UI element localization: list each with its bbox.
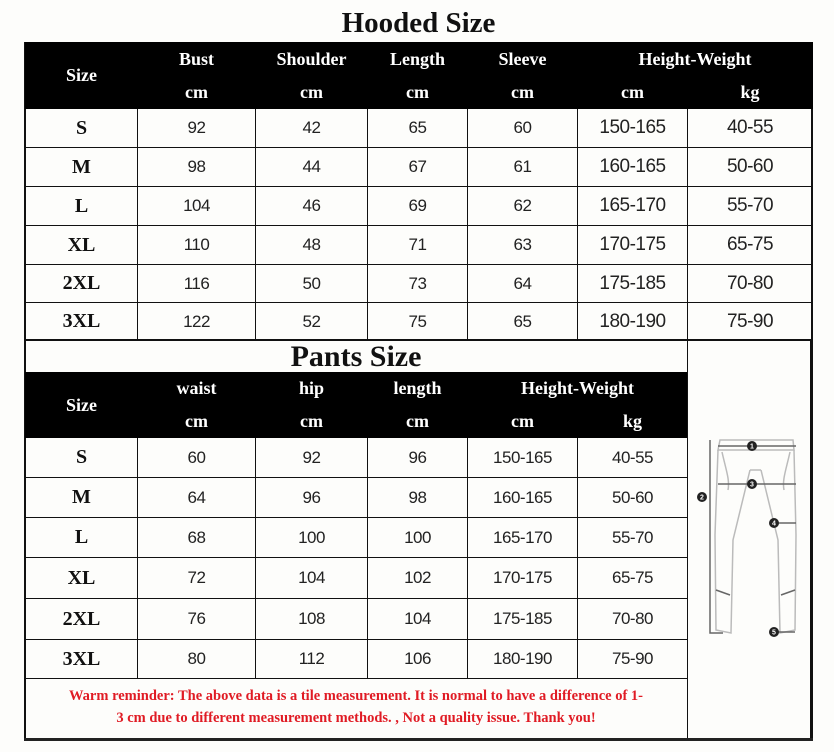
- header-size: Size: [26, 43, 138, 109]
- header-hip: hip: [256, 373, 368, 405]
- height-cell: 165-170: [468, 518, 578, 558]
- header-bust: Bust: [138, 43, 256, 76]
- table-row: [26, 599, 688, 640]
- sleeve-cell: 61: [468, 148, 578, 187]
- waist-cell: 76: [138, 599, 256, 640]
- waist-cell: 60: [138, 438, 256, 478]
- weight-cell: 65-75: [688, 226, 813, 265]
- hip-cell: 96: [256, 478, 368, 518]
- unit-cm: cm: [368, 76, 468, 109]
- table-row: [26, 518, 688, 558]
- height-cell: 150-165: [468, 438, 578, 478]
- bust-cell: 104: [138, 187, 256, 226]
- weight-cell: 50-60: [578, 478, 688, 518]
- header-shoulder: Shoulder: [256, 43, 368, 76]
- length-cell: 71: [368, 226, 468, 265]
- weight-cell: 75-90: [688, 303, 813, 341]
- svg-text:3: 3: [750, 481, 754, 489]
- sleeve-cell: 65: [468, 303, 578, 341]
- length-cell: 104: [368, 599, 468, 640]
- header-sleeve: Sleeve: [468, 43, 578, 76]
- table-row: [26, 148, 813, 187]
- length-cell: 102: [368, 558, 468, 599]
- header-size: Size: [26, 373, 138, 438]
- unit-row: [26, 76, 813, 109]
- pants-size-table: [25, 372, 688, 679]
- weight-cell: 55-70: [688, 187, 813, 226]
- unit-cm: cm: [138, 76, 256, 109]
- hip-cell: 108: [256, 599, 368, 640]
- hip-cell: 92: [256, 438, 368, 478]
- unit-cm: cm: [578, 76, 688, 109]
- length-cell: 98: [368, 478, 468, 518]
- bottom-border: [24, 738, 813, 741]
- shoulder-cell: 50: [256, 265, 368, 303]
- height-cell: 150-165: [578, 109, 688, 148]
- sleeve-cell: 60: [468, 109, 578, 148]
- shoulder-cell: 46: [256, 187, 368, 226]
- height-cell: 170-175: [578, 226, 688, 265]
- size-cell: L: [26, 518, 138, 558]
- weight-cell: 70-80: [688, 265, 813, 303]
- size-cell: S: [26, 438, 138, 478]
- svg-text:1: 1: [750, 443, 754, 451]
- table-row: [26, 265, 813, 303]
- pants-diagram-icon: [688, 340, 813, 740]
- weight-cell: 40-55: [688, 109, 813, 148]
- svg-text:5: 5: [772, 629, 776, 637]
- header-row: [26, 373, 688, 405]
- hooded-size-table: [25, 42, 813, 341]
- size-cell: 3XL: [26, 640, 138, 679]
- shoulder-cell: 44: [256, 148, 368, 187]
- header-row: [26, 43, 813, 76]
- weight-cell: 40-55: [578, 438, 688, 478]
- weight-cell: 70-80: [578, 599, 688, 640]
- header-length: Length: [368, 43, 468, 76]
- shoulder-cell: 42: [256, 109, 368, 148]
- header-height-weight: Height-Weight: [468, 373, 688, 405]
- length-cell: 69: [368, 187, 468, 226]
- shoulder-cell: 52: [256, 303, 368, 341]
- height-cell: 180-190: [468, 640, 578, 679]
- bust-cell: 110: [138, 226, 256, 265]
- size-cell: L: [26, 187, 138, 226]
- size-cell: XL: [26, 226, 138, 265]
- size-cell: 2XL: [26, 265, 138, 303]
- length-cell: 73: [368, 265, 468, 303]
- warm-reminder-note: [25, 678, 687, 738]
- height-cell: 175-185: [468, 599, 578, 640]
- unit-cm: cm: [368, 405, 468, 438]
- waist-cell: 80: [138, 640, 256, 679]
- table-row: [26, 438, 688, 478]
- sleeve-cell: 63: [468, 226, 578, 265]
- header-length: length: [368, 373, 468, 405]
- length-cell: 75: [368, 303, 468, 341]
- reminder-line-1: Warm reminder: The above data is a tile measurement. It is normal to have a difference of 1-: [68, 688, 643, 704]
- height-cell: 160-165: [578, 148, 688, 187]
- height-cell: 180-190: [578, 303, 688, 341]
- sleeve-cell: 64: [468, 265, 578, 303]
- table-row: [26, 640, 688, 679]
- weight-cell: 75-90: [578, 640, 688, 679]
- waist-cell: 64: [138, 478, 256, 518]
- size-cell: S: [26, 109, 138, 148]
- header-height-weight: Height-Weight: [578, 43, 813, 76]
- bust-cell: 92: [138, 109, 256, 148]
- hip-cell: 104: [256, 558, 368, 599]
- table-row: [26, 226, 813, 265]
- unit-cm: cm: [256, 76, 368, 109]
- svg-text:2: 2: [700, 494, 704, 502]
- waist-cell: 68: [138, 518, 256, 558]
- unit-cm: cm: [468, 405, 578, 438]
- size-cell: M: [26, 148, 138, 187]
- unit-kg: kg: [688, 76, 813, 109]
- height-cell: 165-170: [578, 187, 688, 226]
- pants-size-title: Pants Size: [290, 340, 422, 373]
- length-cell: 100: [368, 518, 468, 558]
- weight-cell: 65-75: [578, 558, 688, 599]
- table-row: [26, 109, 813, 148]
- pants-diagram-box: [687, 340, 812, 740]
- hip-cell: 100: [256, 518, 368, 558]
- sleeve-cell: 62: [468, 187, 578, 226]
- table-row: [26, 187, 813, 226]
- bust-cell: 98: [138, 148, 256, 187]
- table-row: [26, 478, 688, 518]
- length-cell: 65: [368, 109, 468, 148]
- table-row: [26, 303, 813, 341]
- reminder-line-2: 3 cm due to different measurement methods. , Not a quality issue. Thank you!: [116, 710, 596, 726]
- size-cell: 2XL: [26, 599, 138, 640]
- weight-cell: 50-60: [688, 148, 813, 187]
- svg-text:4: 4: [772, 520, 776, 528]
- unit-cm: cm: [468, 76, 578, 109]
- height-cell: 160-165: [468, 478, 578, 518]
- length-cell: 96: [368, 438, 468, 478]
- hip-cell: 112: [256, 640, 368, 679]
- hooded-size-title: Hooded Size: [341, 7, 496, 39]
- bust-cell: 122: [138, 303, 256, 341]
- bust-cell: 116: [138, 265, 256, 303]
- size-cell: XL: [26, 558, 138, 599]
- shoulder-cell: 48: [256, 226, 368, 265]
- length-cell: 106: [368, 640, 468, 679]
- size-cell: 3XL: [26, 303, 138, 341]
- unit-kg: kg: [578, 405, 688, 438]
- weight-cell: 55-70: [578, 518, 688, 558]
- height-cell: 175-185: [578, 265, 688, 303]
- unit-cm: cm: [138, 405, 256, 438]
- unit-cm: cm: [256, 405, 368, 438]
- header-waist: waist: [138, 373, 256, 405]
- height-cell: 170-175: [468, 558, 578, 599]
- length-cell: 67: [368, 148, 468, 187]
- size-cell: M: [26, 478, 138, 518]
- table-row: [26, 558, 688, 599]
- waist-cell: 72: [138, 558, 256, 599]
